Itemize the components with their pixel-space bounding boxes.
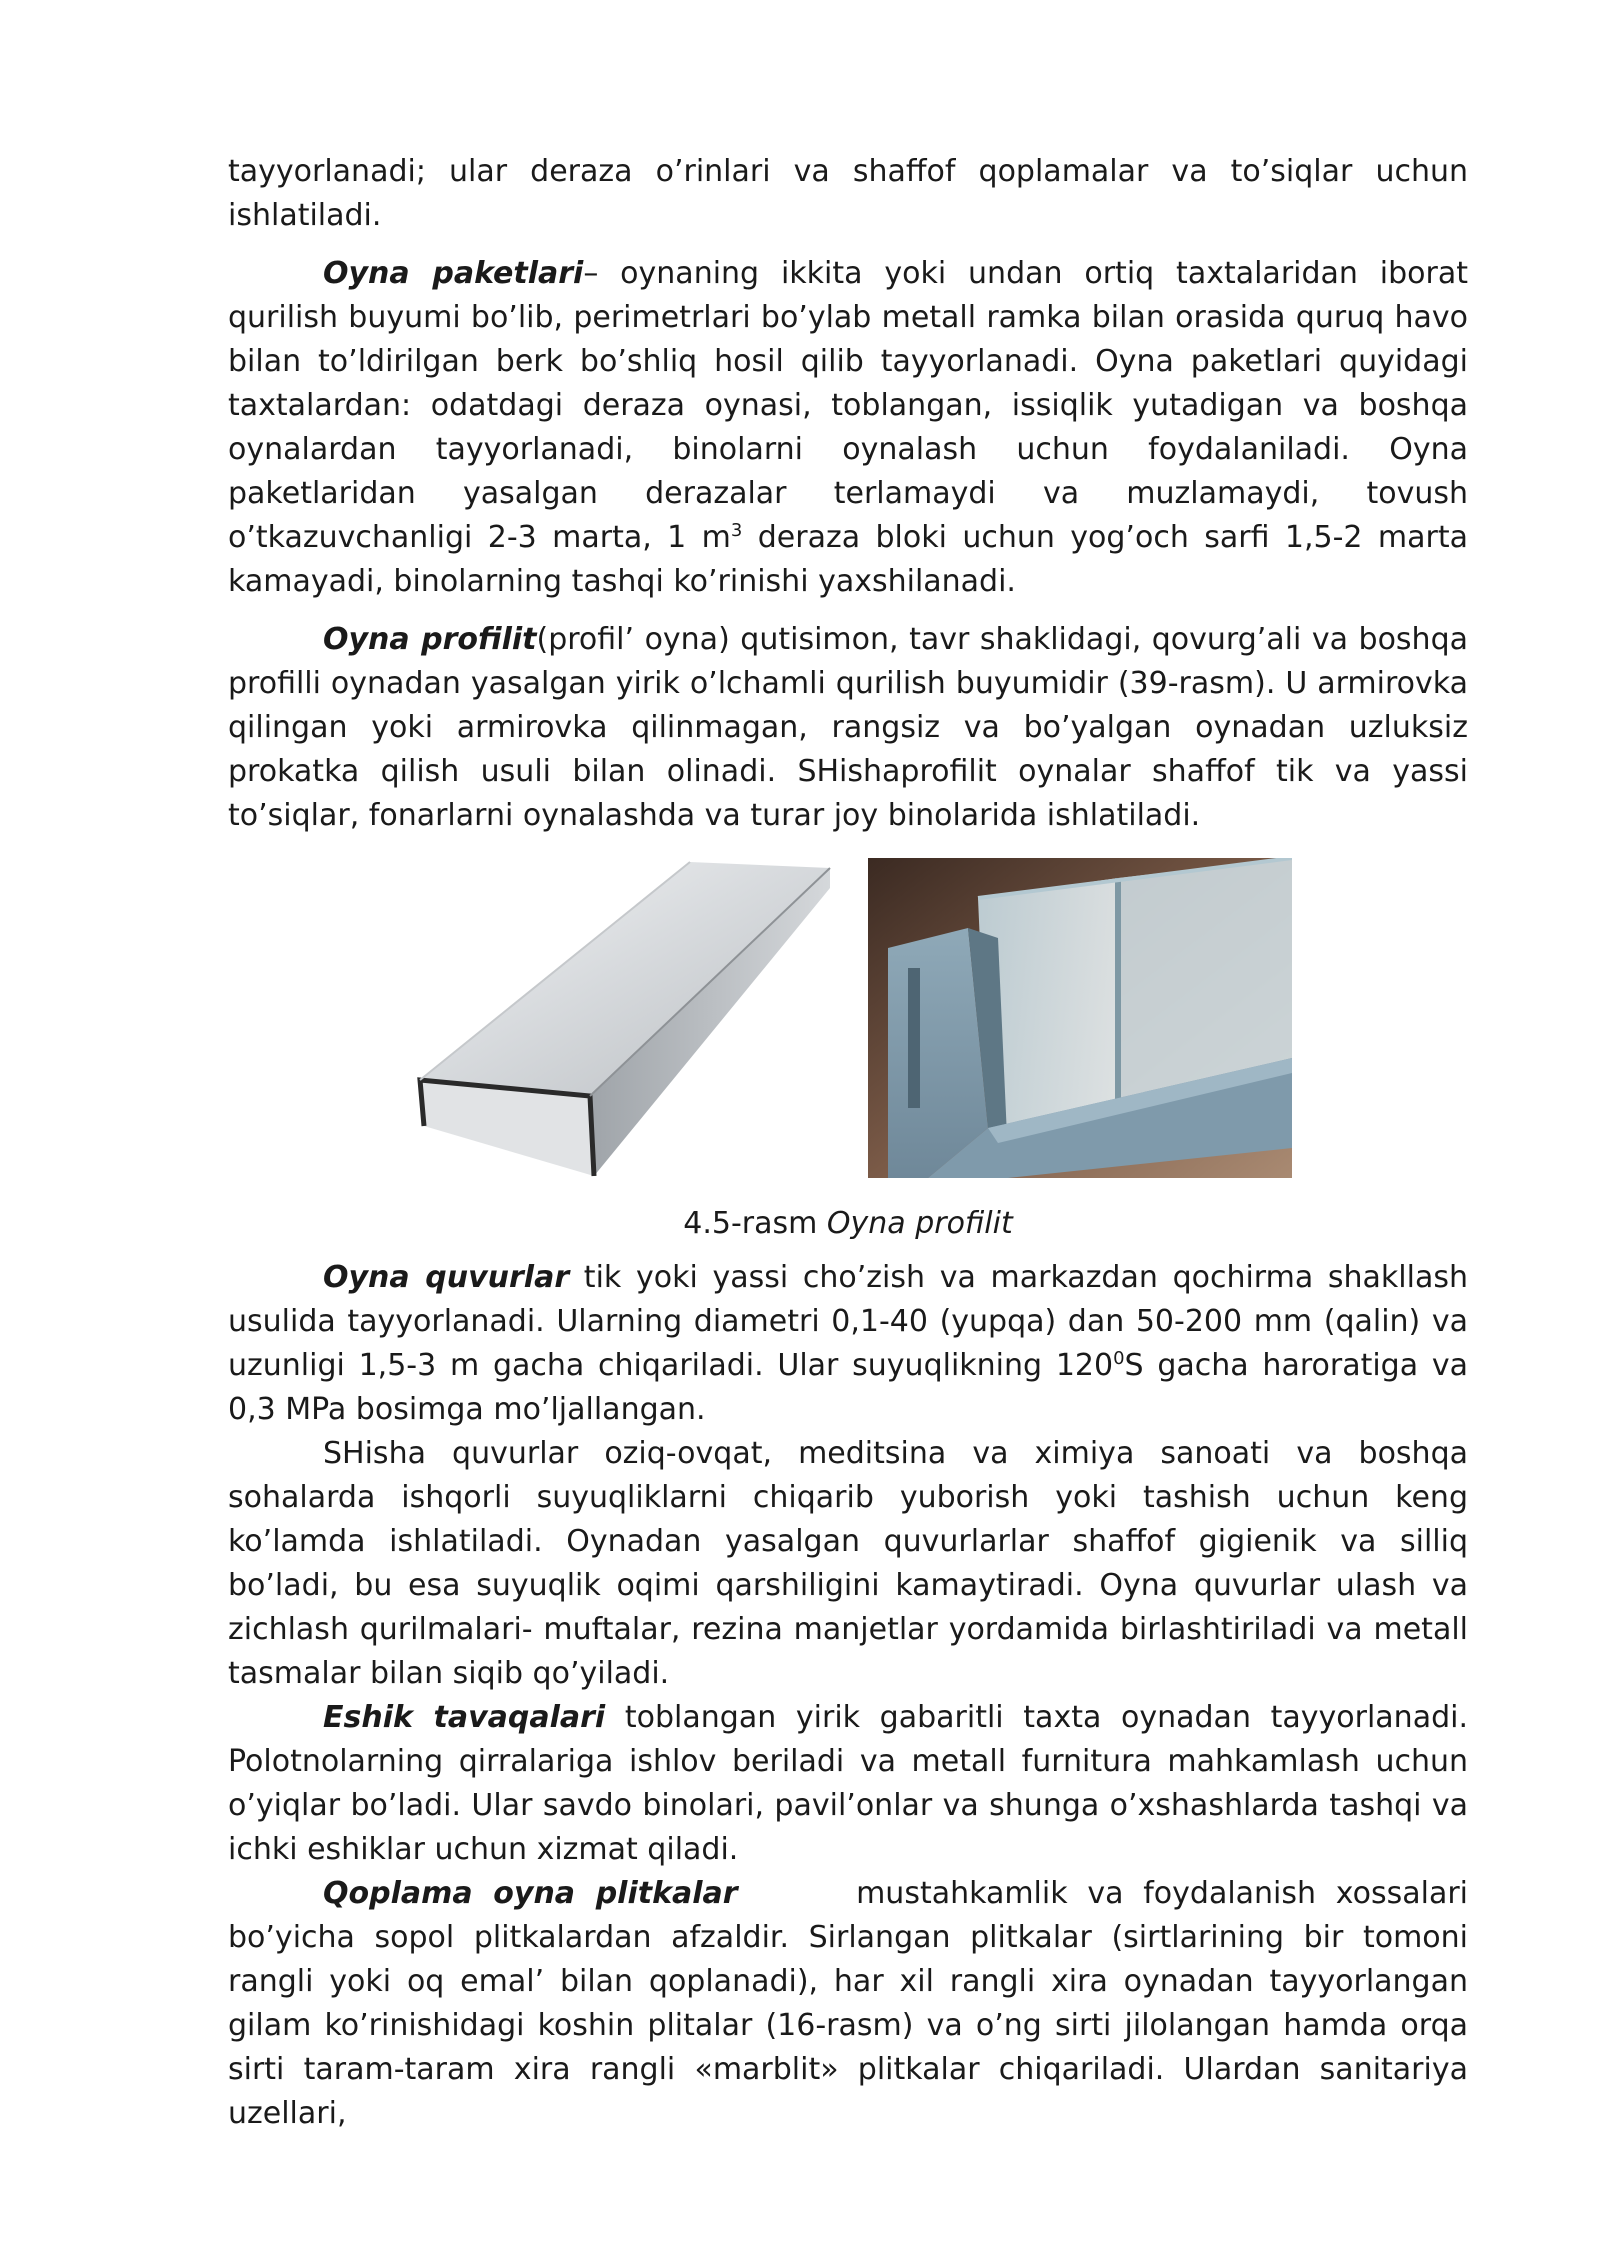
term-eshik-tavaqalari: Eshik tavaqalari <box>323 1700 606 1735</box>
paragraph-oyna-quvurlar <box>228 1256 1468 1432</box>
paragraph-text: (profil’ oyna) qutisimon, tavr shaklidagi, qovurg’ali va boshqa profilli oynadan yasalgan yirik o’lchamli qurilish buyumidir (39-rasm). U armirovka qilingan yoki armirovka qilinmagan, rangsiz va bo’yalgan oynadan uzluksiz prokatka qilish usuli bilan olinadi. SHishaprofilit oynalar shaffof tik va yassi to’siqlar, fonarlarni oynalashda va turar joy binolarida ishlatiladi. <box>228 622 1468 833</box>
paragraph-oyna-profilit <box>228 618 1468 838</box>
paragraph-text: deraza bloki uchun yog’och sarfi 1,5-2 marta kamayadi, binolarning tashqi ko’rinishi yaxshilanadi. <box>228 520 1468 599</box>
term-oyna-quvurlar: Oyna quvurlar <box>323 1260 570 1295</box>
caption-number: 4.5-rasm <box>683 1206 818 1241</box>
caption-title: Oyna profilit <box>826 1206 1013 1241</box>
figure-oyna-profilit <box>228 854 1468 1184</box>
paragraph-eshik-tavaqalari <box>228 1696 1468 1872</box>
paragraph-text: toblangan yirik gabaritli taxta oynadan tayyorlanadi. Polotnolarning qirralariga ishlov beriladi va metall furnitura mahkamlash uchun o’yiqlar bo’ladi. Ular savdo binolari, pavil’onlar va shunga o’xshashlarda tashqi va ichki eshiklar uchun xizmat qiladi. <box>228 1700 1468 1867</box>
document-page <box>228 150 1468 2136</box>
term-oyna-profilit: Oyna profilit <box>323 622 537 657</box>
paragraph-text: tik yoki yassi cho’zish va markazdan qochirma shakllash usulida tayyorlanadi. Ularning diametri 0,1-40 (yupqa) dan 50-200 mm (qalin) va uzunligi 1,5-3 m gacha chiqariladi. Ular suyuqlikning 120 <box>228 1260 1469 1383</box>
term-qoplama-oyna-plitkalar: Qoplama oyna plitkalar <box>323 1876 738 1911</box>
paragraph-shisha-quvurlar: SHisha quvurlar oziq-ovqat, meditsina va ximiya sanoati va boshqa sohalarda ishqorli suyuqliklarni chiqarib yuborish yoki tashish uchun keng ko’lamda ishlatiladi. Oynadan yasalgan quvurlarlar shaffof gigienik va silliq bo’ladi, bu esa suyuqlik oqimi qarshiligini kamaytiradi. Oyna quvurlar ulash va zichlash qurilmalari- muftalar, rezina manjetlar yordamida birlashtiriladi va metall tasmalar bilan siqib qo’yiladi. <box>228 1436 1468 1691</box>
figure-caption <box>228 1202 1468 1246</box>
paragraph-text: S gacha haroratiga va 0,3 MPa bosimga mo’ljallangan. <box>228 1348 1469 1427</box>
glass-profile-in-frame-image <box>868 858 1292 1178</box>
paragraph-text: mustahkamlik va foydalanish xossalari bo’yicha sopol plitkalardan afzaldir. Sirlangan plitkalar (sirtlarining bir tomoni rangli yoki oq emal’ bilan qoplanadi), har xil rangli xira oynadan tayyorlangan gilam ko’rinishidagi koshin plitalar (16-rasm) va o’ng sirti jilolangan hamda orqa sirti taram-taram xira rangli «marblit» plitkalar chiqariladi. Ulardan sanitariya uzellari, <box>228 1876 1468 2131</box>
glass-channel-profile-image <box>410 858 852 1178</box>
paragraph-qoplama-oyna-plitkalar <box>228 1872 1468 2136</box>
paragraph-continuation: tayyorlanadi; ular deraza o’rinlari va shaffof qoplamalar va to’siqlar uchun ishlatiladi. <box>228 154 1468 233</box>
paragraph-text: – oynaning ikkita yoki undan ortiq taxtalaridan iborat qurilish buyumi bo’lib, perimetrlari bo’ylab metall ramka bilan orasida quruq havo bilan to’ldirilgan berk bo’shliq hosil qilib tayyorlanadi. Oyna paketlari quyidagi taxtalardan: odatdagi deraza oynasi, toblangan, issiqlik yutadigan va boshqa oynalardan tayyorlanadi, binolarni oynalash uchun foydalaniladi. Oyna paketlaridan yasalgan derazalar terlamaydi va muzlamaydi, tovush o’tkazuvchanligi 2-3 marta, 1 m <box>228 256 1468 555</box>
superscript: 0 <box>1113 1348 1125 1369</box>
paragraph-oyna-paketlari <box>228 252 1468 604</box>
superscript: 3 <box>730 520 743 541</box>
term-oyna-paketlari: Oyna paketlari <box>323 256 584 291</box>
